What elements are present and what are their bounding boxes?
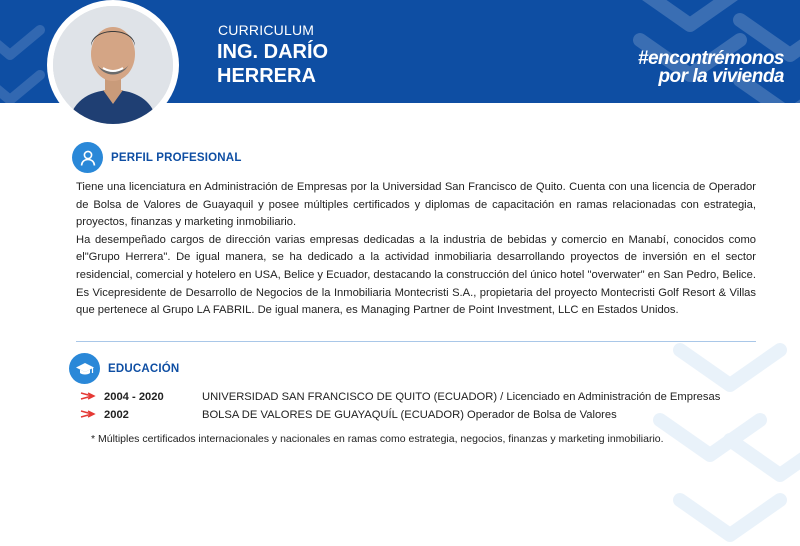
profile-paragraph-2: Ha desempeñado cargos de dirección varias empresas dedicadas a la industria de bebidas y comercio en Manabí, conocidos como el"Grupo Herrera". De igual manera, se ha dedicado a la actividad inmobiliaria desarrollando proyectos de inversión en el sector residencial, comercial y hotelero en USA, Belice y Ecuador, destacando la construcción del único hotel "overwater" en San Pedro, Belice. Es Vicepresidente de Desarrollo de Negocios de la Inmobiliaria Montecristi S.A., propietaria del proyecto Montecristi Golf Resort & Villas que pertenece al Grupo LA FABRIL. De igual manera, es Managing Partner de Point Investment, LLC en Estados Unidos. bbox=[76, 233, 756, 317]
education-item bbox=[80, 389, 720, 404]
arrow-right-icon bbox=[80, 389, 96, 404]
campaign-hashtag bbox=[638, 50, 784, 86]
user-icon bbox=[72, 142, 103, 173]
person-name-line1: ING. DARÍO bbox=[217, 41, 329, 63]
person-name bbox=[217, 40, 328, 88]
section-divider bbox=[76, 341, 756, 342]
profile-section-header bbox=[72, 142, 242, 173]
chevron-pattern-decoration bbox=[640, 330, 800, 546]
person-portrait-icon bbox=[53, 6, 173, 124]
education-years: 2002 bbox=[104, 408, 129, 421]
person-name-line2: HERRERA bbox=[217, 65, 316, 87]
profile-body bbox=[76, 179, 756, 320]
education-footnote: * Múltiples certificados internacionales y nacionales en ramas como estrategia, negocios, finanzas y marketing inmobiliario. bbox=[91, 433, 664, 445]
profile-paragraph-1: Tiene una licenciatura en Administración de Empresas por la Universidad San Francisco de Quito. Cuenta con una licencia de Operador de Bolsa de Valores de Guayaquil y posee múltiples certificados y diplomas de capacitación en ramas relacionadas con estrategia, proyectos, finanzas y marketing inmobiliario. bbox=[76, 181, 756, 229]
education-item bbox=[80, 407, 617, 422]
education-section-title: EDUCACIÓN bbox=[108, 362, 180, 375]
portrait-photo bbox=[53, 6, 173, 124]
profile-section-title: PERFIL PROFESIONAL bbox=[111, 151, 242, 164]
arrow-right-icon bbox=[80, 407, 96, 422]
education-description: UNIVERSIDAD SAN FRANCISCO DE QUITO (ECUADOR) / Licenciado en Administración de Empresas bbox=[202, 390, 721, 403]
graduation-cap-icon bbox=[69, 353, 100, 384]
education-years: 2004 - 2020 bbox=[104, 390, 164, 403]
hashtag-line1: #encontrémonos bbox=[637, 48, 784, 69]
document-type-label: CURRICULUM bbox=[218, 22, 315, 38]
hashtag-line2: por la vivienda bbox=[658, 66, 784, 87]
education-description: BOLSA DE VALORES DE GUAYAQUÍL (ECUADOR) Operador de Bolsa de Valores bbox=[202, 408, 617, 421]
education-section-header bbox=[69, 353, 179, 384]
avatar bbox=[47, 0, 179, 130]
